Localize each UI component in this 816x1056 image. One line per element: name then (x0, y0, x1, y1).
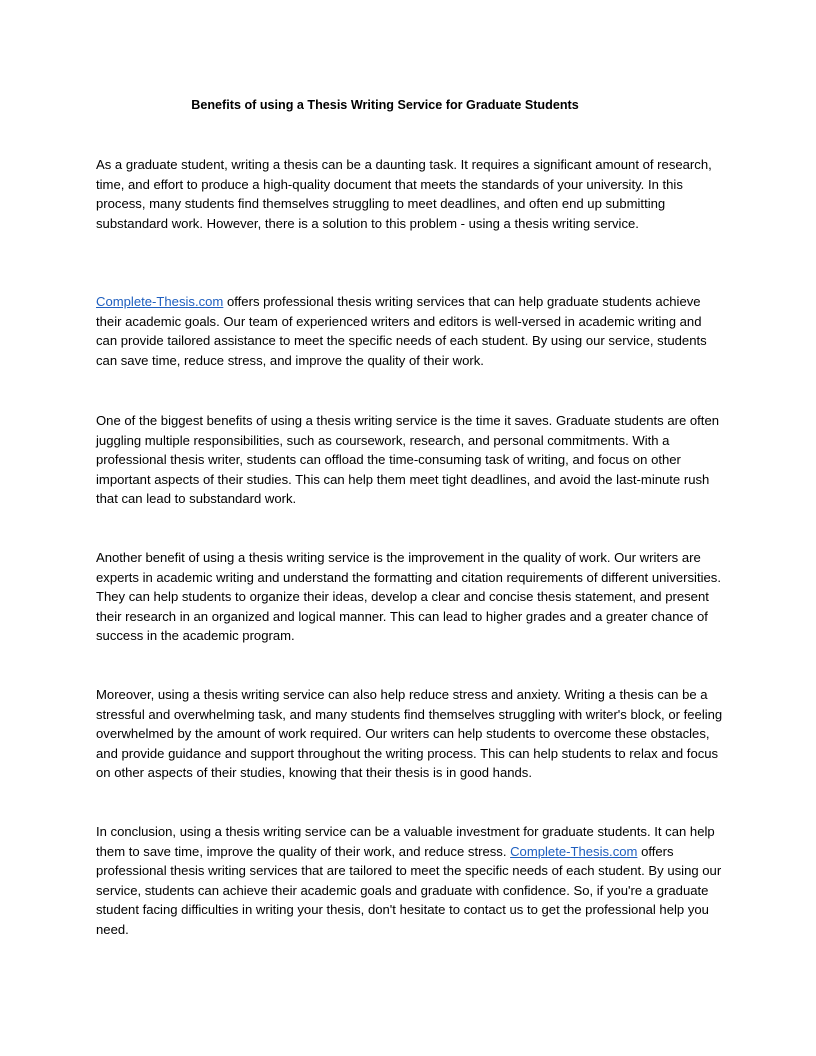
paragraph-stress: Moreover, using a thesis writing service can also help reduce stress and anxiety. Writing a thesis can be a stressful and overwhelming task, and many students find themselves struggling with writer's block, or feeling overwhelmed by the amount of work required. Our writers can help students to overcome these obstacles, and provide guidance and support throughout the writing process. This can help students to relax and focus on other aspects of their studies, knowing that their thesis is in good hands. (96, 687, 723, 780)
paragraph-quality: Another benefit of using a thesis writing service is the improvement in the quality of work. Our writers are experts in academic writing and understand the formatting and citation requirements of different universities. They can help students to organize their ideas, develop a clear and concise thesis statement, and present their research in an organized and logical manner. This can lead to higher grades and a greater chance of success in the academic program. (96, 550, 721, 643)
paragraph-intro: As a graduate student, writing a thesis can be a daunting task. It requires a significant amount of research, time, and effort to produce a high-quality document that meets the standards of your university. In this process, many students find themselves struggling to meet deadlines, and often end up submitting substandard work. However, there is a solution to this problem - using a thesis writing service. (96, 157, 712, 231)
paragraph-conclusion-start: In conclusion, using a thesis writing service can be a valuable investment for graduate students. It can help them to save time, improve the quality of their work, and reduce stress. (96, 824, 715, 859)
paragraph-time-savings: One of the biggest benefits of using a thesis writing service is the time it saves. Graduate students are often juggling multiple responsibilities, such as coursework, research, and personal commitments. With a professional thesis writer, students can offload the time-consuming task of writing, and focus on other important aspects of their studies. This can help them meet tight deadlines, and avoid the last-minute rush that can lead to substandard work. (96, 413, 720, 506)
complete-thesis-link[interactable]: Complete-Thesis.com (96, 294, 224, 309)
paragraph-service-offer (96, 292, 724, 370)
paragraph-conclusion-rest: offers professional thesis writing services that are tailored to meet the specific needs of each student. By using our service, students can achieve their academic goals and graduate with confidence. So, if you're a graduate student facing difficulties in writing your thesis, don't hesitate to contact us to get the professional help you need. (96, 843, 722, 937)
document-title: Benefits of using a Thesis Writing Service for Graduate Students (191, 98, 579, 112)
paragraph-conclusion (96, 822, 724, 939)
paragraph-service-offer-text: offers professional thesis writing services that can help graduate students achieve their academic goals. Our team of experienced writers and editors is well-versed in academic writing and can provide tailored assistance to meet the specific needs of each student. By using our service, students can save time, reduce stress, and improve the quality of their work. (96, 294, 707, 368)
complete-thesis-link-conclusion[interactable]: Complete-Thesis.com (510, 843, 638, 859)
